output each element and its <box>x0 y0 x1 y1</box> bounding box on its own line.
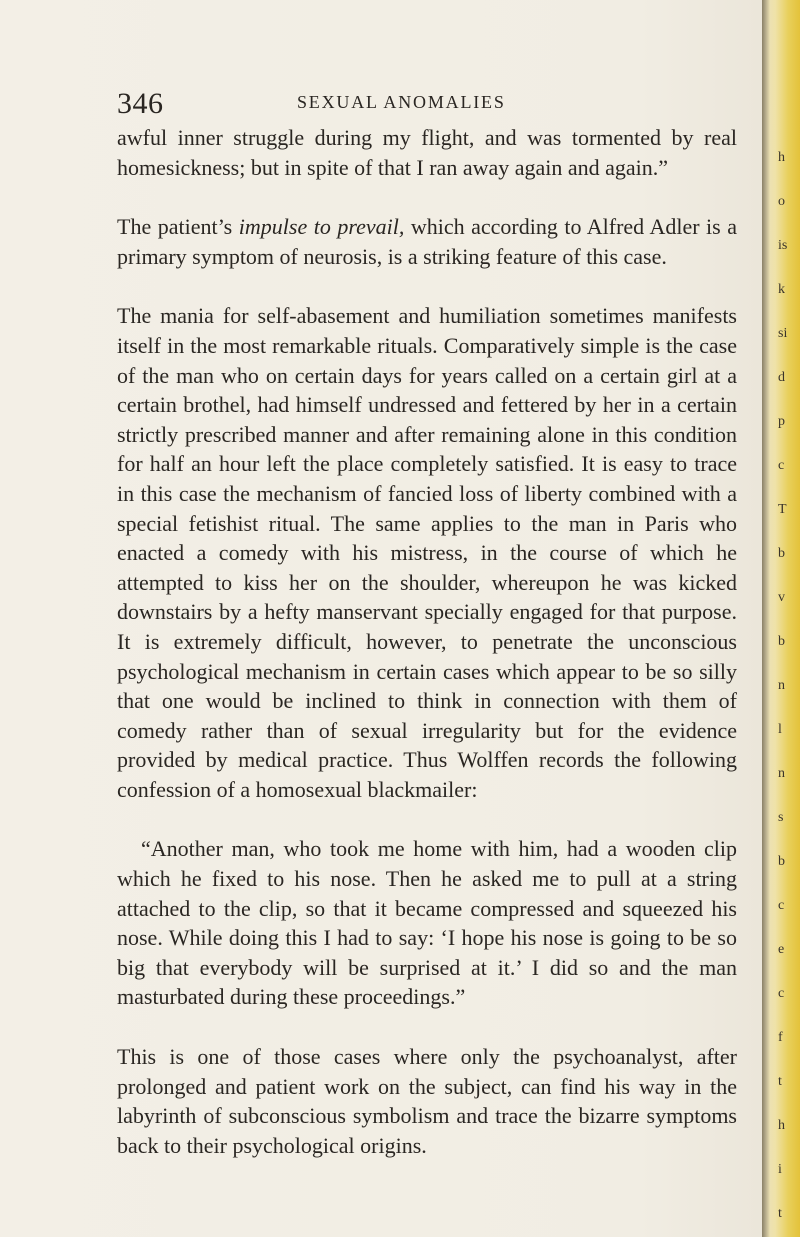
paragraph-impulse-lead: The patient’s <box>117 214 239 240</box>
facing-page-glyph: is <box>778 238 788 253</box>
facing-page-glyph: k <box>778 282 785 297</box>
italic-phrase: impulse to prevail, <box>238 214 405 240</box>
page-header <box>117 86 757 122</box>
facing-page-glyph: s <box>778 810 784 825</box>
facing-page-glyph: c <box>778 986 785 1001</box>
paragraph-continuation: awful inner struggle during my flight, and was tormented by real homesickness; but in spite of that I ran away again and again.” <box>117 125 737 180</box>
facing-page-glyph: b <box>778 854 785 869</box>
gutter-shadow <box>762 0 770 1237</box>
body-text <box>117 123 737 1160</box>
facing-page-glyph: f <box>778 1030 783 1045</box>
facing-page-glyph: o <box>778 194 785 209</box>
facing-page-edge <box>762 0 800 1237</box>
facing-page-glyph: h <box>778 1118 785 1133</box>
facing-page-glyph: c <box>778 458 785 473</box>
paragraph-impulse <box>117 212 737 271</box>
facing-page-glyph: si <box>778 326 788 341</box>
facing-page-glyph: b <box>778 546 785 561</box>
facing-page-glyph: n <box>778 766 785 781</box>
quote-text: “Another man, who took me home with him, had a wooden clip which he fixed to his nose. Then he asked me to pull at a string attached to the clip, so that it became compressed and squeezed his nose. While doing this I had to say: ‘I hope his nose is going to be so big that everybody will be surprised at it.’ I did so and the man masturbated during these proceedings.” <box>117 836 737 1010</box>
page-number: 346 <box>117 87 164 120</box>
facing-page-glyph: l <box>778 722 782 737</box>
facing-page-glyph: i <box>778 1162 782 1177</box>
paragraph-conclusion: This is one of those cases where only the psychoanalyst, after prolonged and patient work on the subject, can find his way in the labyrinth of subconscious symbolism and trace the bizarre symptoms back to their psychological origins. <box>117 1044 737 1158</box>
facing-page-glyph: e <box>778 942 785 957</box>
paragraph-impulse-rest: which according to Alfred Adler is a primary symptom of neurosis, is a striking feature of this case. <box>117 214 737 269</box>
paragraph-rituals: The mania for self-abasement and humiliation sometimes manifests itself in the most remarkable rituals. Comparatively simple is the case of the man who on certain days for years called on a certain girl at a certain brothel, had himself undressed and fettered by her in a certain strictly prescribed manner and after remaining alone in this condition for half an hour left the place completely satisfied. It is easy to trace in this case the mechanism of fancied loss of liberty combined with a special fetishist ritual. The same applies to the man in Paris who enacted a comedy with his mistress, in the course of which he attempted to kiss her on the shoulder, whereupon he was kicked downstairs by a hefty manservant specially engaged for that purpose. It is extremely difficult, however, to penetrate the unconscious psychological mechanism in certain cases which appear to be so silly that one would be inclined to think in connection with them of comedy rather than of sexual irregularity but for the evidence provided by medical practice. Thus Wolffen records the following confession of a homosexual blackmailer: <box>117 303 737 802</box>
facing-page-glyph: v <box>778 590 785 605</box>
running-head: SEXUAL ANOMALIES <box>297 92 506 112</box>
facing-page-glyph: h <box>778 150 785 165</box>
facing-page-glyph: n <box>778 678 785 693</box>
facing-page-glyph: c <box>778 898 785 913</box>
facing-page-glyph: t <box>778 1206 782 1221</box>
facing-page-glyph: d <box>778 370 785 385</box>
facing-page-glyph: b <box>778 634 785 649</box>
facing-page-glyph: T <box>778 502 787 517</box>
block-quote <box>117 834 737 1012</box>
facing-page-glyph: p <box>778 414 785 429</box>
facing-page-glyph: t <box>778 1074 782 1089</box>
